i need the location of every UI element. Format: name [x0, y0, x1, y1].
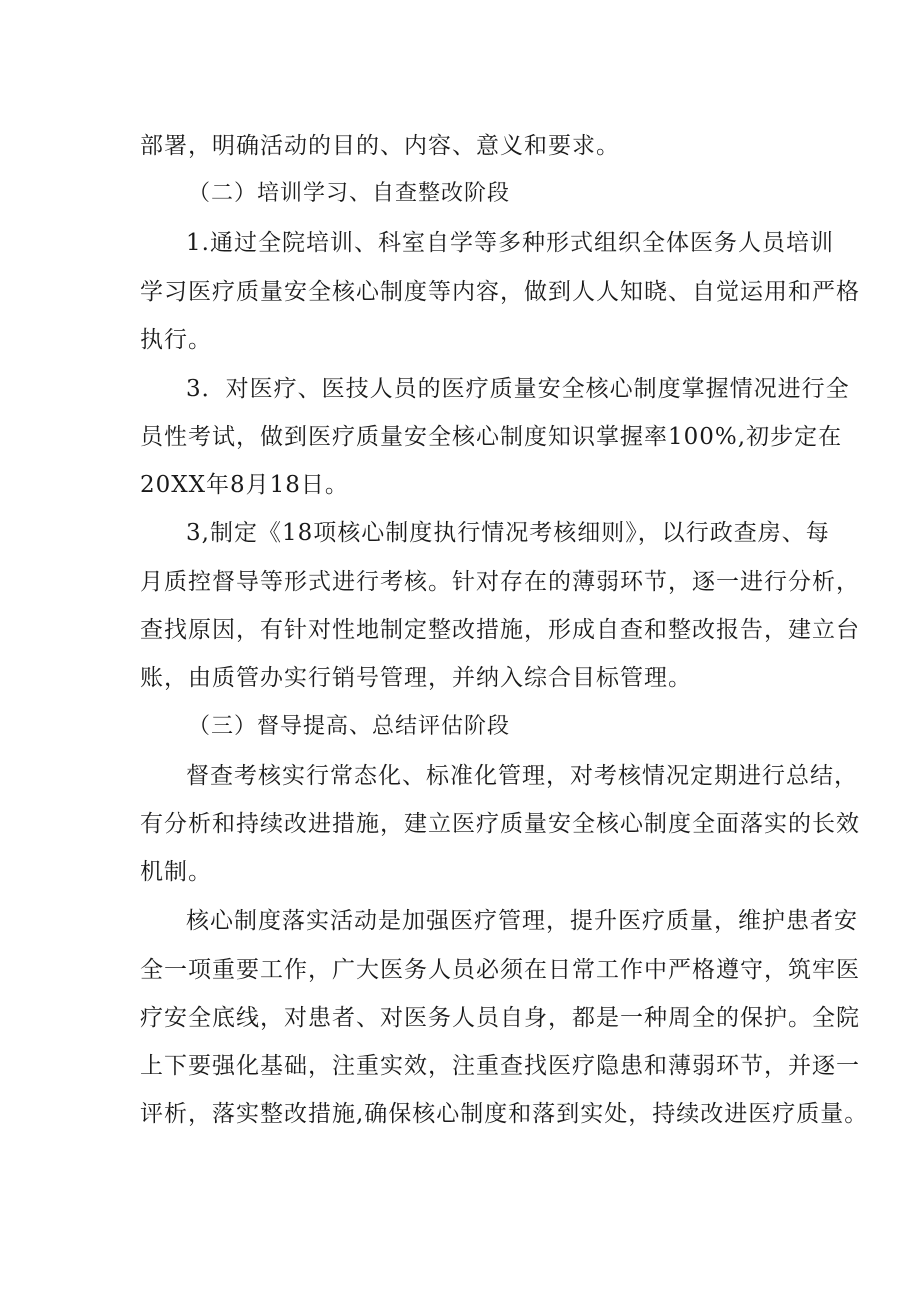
paragraph-line: 月质控督导等形式进行考核。针对存在的薄弱环节，逐一进行分析，	[140, 569, 860, 595]
paragraph-line: 核心制度落实活动是加强医疗管理，提升医疗质量，维护患者安	[186, 908, 858, 934]
paragraph-line: 1.通过全院培训、科室自学等多种形式组织全体医务人员培训	[186, 230, 834, 256]
paragraph-line: 执行。	[140, 327, 212, 353]
paragraph-line: 3,制定《18项核心制度执行情况考核细则》，以行政查房、每	[186, 520, 830, 546]
paragraph-line: 部署，明确活动的目的、内容、意义和要求。	[140, 133, 620, 159]
paragraph-line: 学习医疗质量安全核心制度等内容，做到人人知晓、自觉运用和严格	[140, 279, 860, 305]
paragraph-line: 机制。	[140, 859, 212, 885]
paragraph-line: 3．对医疗、医技人员的医疗质量安全核心制度掌握情况进行全	[186, 376, 850, 402]
paragraph-line: 评析，落实整改措施,确保核心制度和落到实处，持续改进医疗质量。	[140, 1101, 869, 1127]
paragraph-line: 督查考核实行常态化、标准化管理，对考核情况定期进行总结，	[186, 763, 858, 789]
paragraph-line: 20XX年8月18日。	[140, 472, 349, 498]
paragraph-line: 全一项重要工作，广大医务人员必须在日常工作中严格遵守，筑牢医	[140, 957, 860, 983]
paragraph-line: 账，由质管办实行销号管理，并纳入综合目标管理。	[140, 665, 692, 691]
paragraph-line: 有分析和持续改进措施，建立医疗质量安全核心制度全面落实的长效	[140, 811, 860, 837]
section-heading: （二）培训学习、自查整改阶段	[188, 181, 511, 206]
section-heading: （三）督导提高、总结评估阶段	[188, 714, 511, 739]
paragraph-line: 查找原因，有针对性地制定整改措施，形成自查和整改报告，建立台	[140, 617, 860, 643]
paragraph-line: 疗安全底线，对患者、对医务人员自身，都是一种周全的保护。全院	[140, 1005, 860, 1031]
paragraph-line: 上下要强化基础，注重实效，注重查找医疗隐患和薄弱环节，并逐一	[140, 1053, 860, 1079]
paragraph-line: 员性考试，做到医疗质量安全核心制度知识掌握率100%,初步定在	[140, 424, 843, 450]
